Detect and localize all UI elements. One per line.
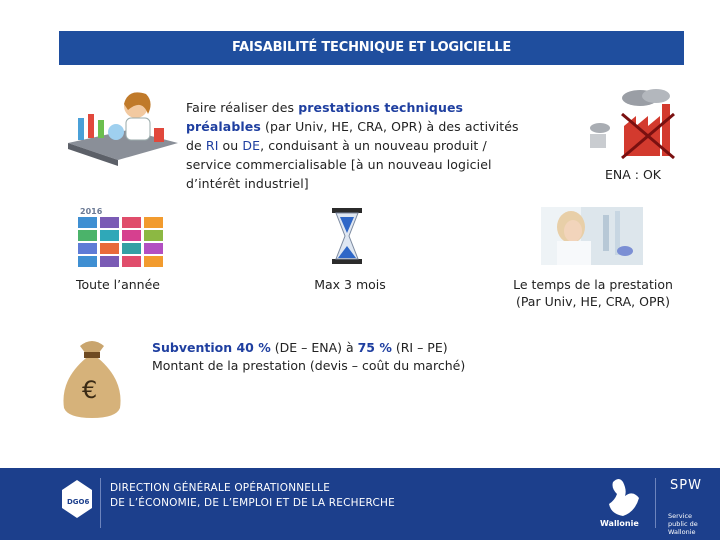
wallonie-label: Wallonie bbox=[600, 519, 639, 528]
rooster-icon bbox=[605, 476, 641, 518]
hourglass-icon bbox=[330, 208, 364, 264]
money-bag-icon bbox=[60, 330, 124, 418]
calendar-month-tile bbox=[78, 217, 97, 228]
calendar-month-tile bbox=[122, 230, 141, 241]
prestation-caption: Le temps de la prestation (Par Univ, HE, CRA, OPR) bbox=[513, 277, 673, 309]
scientist-illustration bbox=[68, 88, 178, 168]
footer-separator-left bbox=[100, 478, 101, 528]
factory-icon bbox=[588, 86, 688, 161]
calendar-month-tile bbox=[100, 256, 119, 267]
calendar-month-tile bbox=[144, 243, 163, 254]
dgo6-logo-icon bbox=[62, 480, 92, 520]
lab-photo bbox=[541, 207, 643, 265]
calendar-month-tile bbox=[144, 256, 163, 267]
spw-subtitle: Service public de Wallonie bbox=[668, 512, 698, 536]
calendar-month-tile bbox=[144, 217, 163, 228]
calendar-month-tile bbox=[122, 256, 141, 267]
spw-logo-text: SPW bbox=[670, 478, 702, 493]
footer-line-1: DIRECTION GÉNÉRALE OPÉRATIONNELLE bbox=[110, 482, 331, 494]
calendar-month-tile bbox=[122, 217, 141, 228]
calendar-month-tile bbox=[122, 243, 141, 254]
calendar-month-tile bbox=[100, 217, 119, 228]
calendar-month-tile bbox=[78, 256, 97, 267]
slide-title: FAISABILITÉ TECHNIQUE ET LOGICIELLE bbox=[59, 31, 684, 65]
footer-line-2: DE L’ÉCONOMIE, DE L’EMPLOI ET DE LA RECHERCHE bbox=[110, 497, 395, 509]
intro-text: Faire réaliser des prestations techniques préalables (par Univ, HE, CRA, OPR) à des activités de RI ou DE, conduisant à un nouveau produit / service commercialisable [à un nouveau logiciel d’intérêt industriel] bbox=[186, 100, 519, 191]
subvention-text: Subvention 40 % (DE – ENA) à 75 % (RI – PE) Montant de la prestation (devis – coût du marché) bbox=[152, 340, 466, 373]
calendar-month-tile bbox=[100, 230, 119, 241]
calendar-month-tile bbox=[78, 230, 97, 241]
svg-text:DGO6: DGO6 bbox=[67, 498, 90, 506]
calendar-year: 2016 bbox=[80, 207, 103, 216]
calendar-month-tile bbox=[78, 243, 97, 254]
hourglass-caption: Max 3 mois bbox=[314, 277, 386, 292]
footer-separator-right bbox=[655, 478, 656, 528]
calendar-icon bbox=[76, 205, 166, 271]
euro-symbol: € bbox=[82, 376, 98, 404]
ena-label: ENA : OK bbox=[605, 167, 661, 182]
calendar-month-tile bbox=[144, 230, 163, 241]
calendar-month-tile bbox=[100, 243, 119, 254]
footer-bar bbox=[0, 468, 720, 540]
calendar-caption: Toute l’année bbox=[76, 277, 160, 292]
